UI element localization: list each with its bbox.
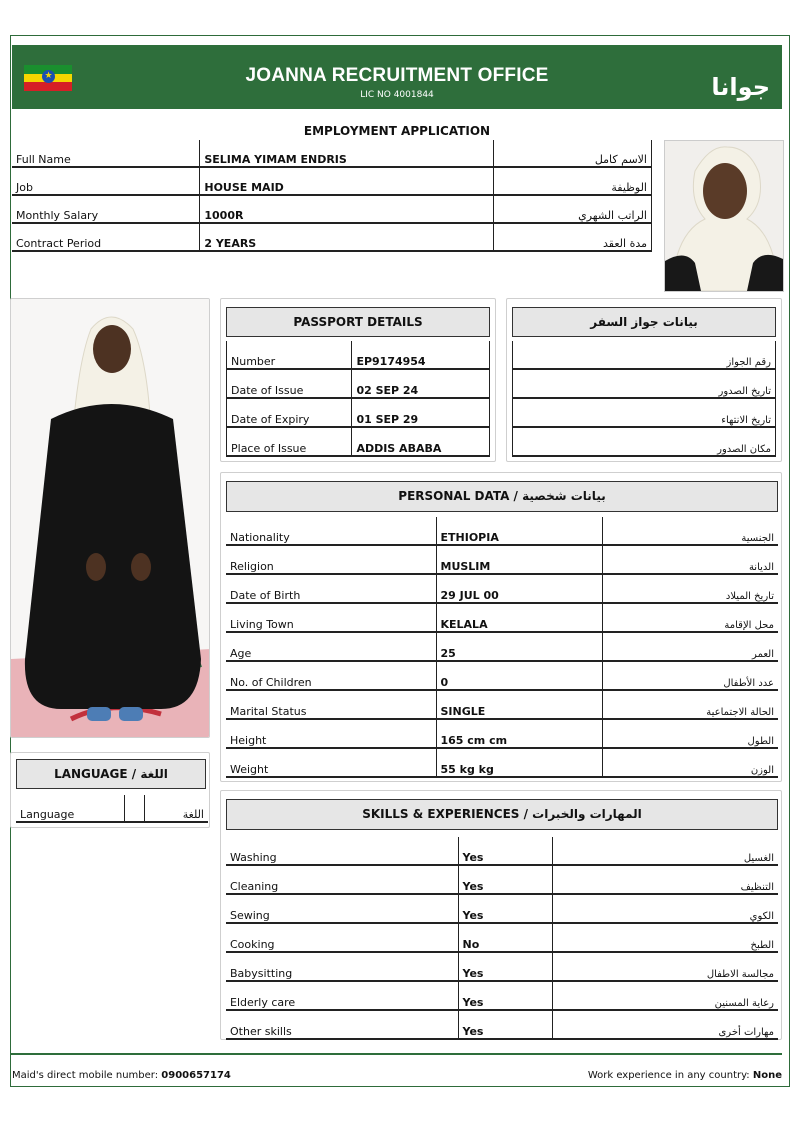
field-label-arabic: التنظيف: [552, 865, 778, 894]
personal-data-heading: PERSONAL DATA / بيانات شخصية: [226, 481, 778, 512]
table-row: [226, 574, 778, 603]
passport-details-arabic-heading: بيانات جواز السفر: [512, 307, 776, 337]
field-label-arabic: مهارات أخرى: [552, 1010, 778, 1039]
field-label-arabic: رقم الجواز: [513, 341, 776, 369]
field-label: Place of Issue: [227, 427, 352, 456]
skills-heading: SKILLS & EXPERIENCES / المهارات والخبرات: [226, 799, 778, 830]
table-row: [226, 661, 778, 690]
table-row: [226, 981, 778, 1010]
field-value: 1000R: [200, 195, 494, 223]
field-label: Cleaning: [226, 865, 458, 894]
field-label-arabic: الراتب الشهري: [494, 195, 652, 223]
field-label: Monthly Salary: [12, 195, 200, 223]
application-title: EMPLOYMENT APPLICATION: [303, 124, 491, 138]
field-label: Date of Expiry: [227, 398, 352, 427]
table-row: [16, 795, 208, 822]
field-label: Sewing: [226, 894, 458, 923]
field-value: KELALA: [436, 603, 602, 632]
field-value: Yes: [458, 1010, 552, 1039]
skills-table: [226, 837, 778, 1040]
table-row: [12, 195, 652, 223]
office-header: [12, 45, 782, 109]
field-value: 2 YEARS: [200, 223, 494, 251]
license-number: LIC NO 4001844: [360, 90, 434, 100]
field-label: Contract Period: [12, 223, 200, 251]
field-label: Date of Birth: [226, 574, 436, 603]
table-row: [513, 369, 776, 398]
table-row: [226, 603, 778, 632]
field-label-arabic: تاريخ الصدور: [513, 369, 776, 398]
field-label: Religion: [226, 545, 436, 574]
table-row: [513, 341, 776, 369]
field-label: No. of Children: [226, 661, 436, 690]
table-row: [226, 1010, 778, 1039]
table-row: [226, 952, 778, 981]
field-value: ETHIOPIA: [436, 517, 602, 545]
passport-table: [226, 341, 490, 457]
passport-details-arabic-panel: [506, 298, 782, 462]
table-row: [226, 923, 778, 952]
field-value: No: [458, 923, 552, 952]
passport-details-panel: [220, 298, 496, 462]
field-label: Weight: [226, 748, 436, 777]
footer-mobile: [12, 1070, 231, 1081]
field-label-arabic: العمر: [602, 632, 778, 661]
ethiopia-flag-icon: ★: [24, 65, 72, 91]
field-label: Other skills: [226, 1010, 458, 1039]
field-label-arabic: مجالسة الاطفال: [552, 952, 778, 981]
field-value: SINGLE: [436, 690, 602, 719]
language-value-empty: [124, 795, 144, 822]
field-value: Yes: [458, 837, 552, 865]
table-row: [12, 167, 652, 195]
table-row: [227, 398, 490, 427]
field-value: 02 SEP 24: [352, 369, 490, 398]
table-row: [513, 398, 776, 427]
employment-table: [12, 140, 652, 252]
table-row: [227, 341, 490, 369]
personal-data-panel: [220, 472, 782, 782]
field-value: 01 SEP 29: [352, 398, 490, 427]
field-value: 0: [436, 661, 602, 690]
field-label: Number: [227, 341, 352, 369]
table-row: [226, 865, 778, 894]
field-value: HOUSE MAID: [200, 167, 494, 195]
portrait-photo: [664, 140, 784, 292]
field-label: Job: [12, 167, 200, 195]
field-label-arabic: الطبخ: [552, 923, 778, 952]
field-label-arabic: تاريخ الانتهاء: [513, 398, 776, 427]
skills-panel: [220, 790, 782, 1040]
field-label: Height: [226, 719, 436, 748]
field-value: 29 JUL 00: [436, 574, 602, 603]
table-row: [513, 427, 776, 456]
field-value: Yes: [458, 952, 552, 981]
field-value: Yes: [458, 865, 552, 894]
field-label: Marital Status: [226, 690, 436, 719]
field-label-arabic: اللغة: [144, 795, 208, 822]
field-label: Full Name: [12, 140, 200, 167]
table-row: [227, 427, 490, 456]
office-title: JOANNA RECRUITMENT OFFICE: [245, 65, 549, 86]
field-label-arabic: رعاية المسنين: [552, 981, 778, 1010]
field-label-arabic: الاسم كامل: [494, 140, 652, 167]
field-value: Yes: [458, 981, 552, 1010]
table-row: [226, 748, 778, 777]
table-row: [12, 140, 652, 167]
field-label: Age: [226, 632, 436, 661]
field-label: Elderly care: [226, 981, 458, 1010]
field-label: Nationality: [226, 517, 436, 545]
mobile-label: Maid's direct mobile number:: [12, 1070, 159, 1081]
table-row: [226, 894, 778, 923]
field-label-arabic: مدة العقد: [494, 223, 652, 251]
table-row: [226, 632, 778, 661]
field-label: Babysitting: [226, 952, 458, 981]
field-label: Language: [16, 795, 124, 822]
field-label-arabic: الطول: [602, 719, 778, 748]
table-row: [226, 719, 778, 748]
field-label-arabic: الوظيفة: [494, 167, 652, 195]
table-row: [226, 545, 778, 574]
field-label-arabic: الكوي: [552, 894, 778, 923]
passport-arabic-table: [512, 341, 776, 457]
work-experience-label: Work experience in any country:: [587, 1070, 750, 1081]
field-label-arabic: الوزن: [602, 748, 778, 777]
field-label-arabic: الجنسية: [602, 517, 778, 545]
field-value: 55 kg kg: [436, 748, 602, 777]
footer-work-experience: [588, 1070, 782, 1081]
field-label: Date of Issue: [227, 369, 352, 398]
field-value: EP9174954: [352, 341, 490, 369]
full-body-photo: [10, 298, 210, 738]
field-label: Washing: [226, 837, 458, 865]
field-label-arabic: تاريخ الميلاد: [602, 574, 778, 603]
table-row: [227, 369, 490, 398]
field-label-arabic: الحالة الاجتماعية: [602, 690, 778, 719]
table-row: [226, 517, 778, 545]
field-label-arabic: محل الإقامة: [602, 603, 778, 632]
table-row: [226, 690, 778, 719]
language-panel: [10, 752, 210, 828]
field-value: ADDIS ABABA: [352, 427, 490, 456]
arabic-brand: جوانا: [711, 73, 770, 101]
language-table: [16, 795, 208, 823]
passport-details-heading: PASSPORT DETAILS: [226, 307, 490, 337]
field-label-arabic: مكان الصدور: [513, 427, 776, 456]
field-label-arabic: الغسيل: [552, 837, 778, 865]
mobile-number: 0900657174: [161, 1070, 231, 1081]
field-value: 165 cm cm: [436, 719, 602, 748]
field-label-arabic: الديانة: [602, 545, 778, 574]
field-value: Yes: [458, 894, 552, 923]
field-label: Cooking: [226, 923, 458, 952]
field-label-arabic: عدد الأطفال: [602, 661, 778, 690]
table-row: [12, 223, 652, 251]
field-label: Living Town: [226, 603, 436, 632]
language-heading: LANGUAGE / اللغة: [16, 759, 206, 789]
footer-divider: [10, 1053, 782, 1055]
field-value: 25: [436, 632, 602, 661]
field-value: MUSLIM: [436, 545, 602, 574]
field-value: SELIMA YIMAM ENDRIS: [200, 140, 494, 167]
work-experience-value: None: [752, 1070, 782, 1081]
table-row: [226, 837, 778, 865]
personal-data-table: [226, 517, 778, 778]
